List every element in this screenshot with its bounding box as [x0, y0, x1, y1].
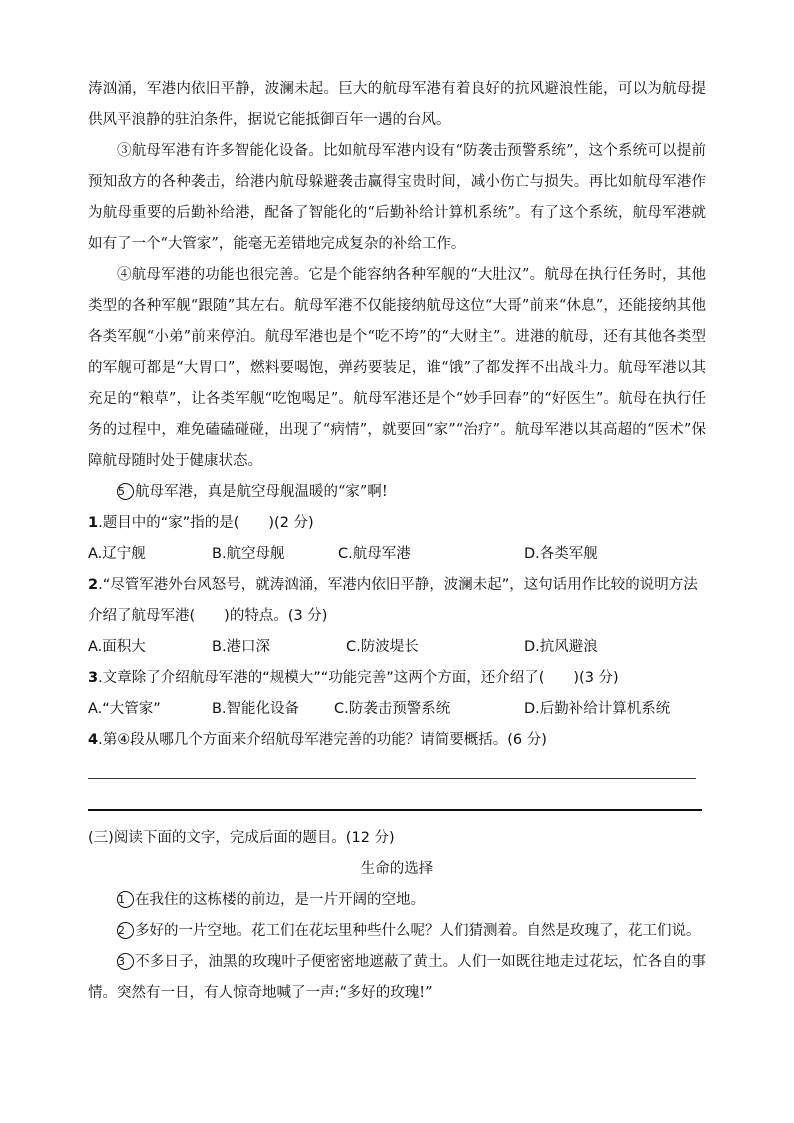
section-three-paragraph-2 — [88, 916, 706, 947]
section-three-heading: (三)阅读下面的文字，完成后面的题目。(12 分) — [88, 830, 395, 846]
section-three-paragraph-1 — [88, 885, 706, 916]
question-3-option-d[interactable]: D.后勤补给计算机系统 — [524, 701, 671, 717]
question-1-number: 1 — [88, 515, 99, 531]
question-2-options — [88, 632, 706, 663]
question-1-option-c[interactable]: C.航母军港 — [338, 546, 411, 562]
question-3-option-b[interactable]: B.智能化设备 — [212, 701, 300, 717]
paragraph-3-text: 不多日子，油黑的玫瑰叶子便密密地遮蔽了黄土。人们一如既往地走过花坛，忙各自的事情。突然有一日，有人惊奇地喊了一声:“多好的玫瑰!” — [88, 954, 706, 1001]
paragraph-2-text: 多好的一片空地。花工们在花坛里种些什么呢？人们猜测着。自然是玫瑰了，花工们说。 — [135, 923, 701, 939]
question-3 — [88, 663, 706, 694]
question-1-text: .题目中的“家”指的是( )(2 分) — [98, 515, 314, 531]
question-1-option-b[interactable]: B.航空母舰 — [212, 546, 285, 562]
question-3-options — [88, 694, 706, 725]
passage-paragraph-2-continuation: 涛汹涌，军港内依旧平静，波澜未起。巨大的航母军港有着良好的抗风避浪性能，可以为航母提供风平浪静的驻泊条件，据说它能抵御百年一遇的台风。 — [88, 81, 706, 128]
passage-paragraph-4: ④航母军港的功能也很完善。它是个能容纳各种军舰的“大肚汉”。航母在执行任务时，其他类型的各种军舰“跟随”其左右。航母军港不仅能接纳航母这位“大哥”前来“休息”，还能接纳其他各类军舰“小弟”前来停泊。航母军港也是个“吃不垮”的“大财主”。进港的航母，还有其他各类型的军舰可都是“大胃口”，燃料要喝饱，弹药要装足，谁“饿”了都发挥不出战斗力。航母军港以其充足的“粮草”，让各类军舰“吃饱喝足”。航母军港还是个“妙手回春”的“好医生”。航母在执行任务的过程中，难免磕磕碰碰，出现了“病情”，就要回“家”“治疗”。航母军港以其高超的“医术”保障航母随时处于健康状态。 — [88, 267, 706, 469]
section-three-paragraph-3 — [88, 947, 706, 1009]
paragraph-number-2: 2 — [117, 922, 134, 939]
question-3-option-c[interactable]: C.防袭击预警系统 — [334, 701, 451, 717]
question-1 — [88, 508, 706, 539]
question-4-text: .第④段从哪几个方面来介绍航母军港完善的功能？请简要概括。(6 分) — [98, 732, 547, 748]
question-4-number: 4 — [88, 732, 99, 748]
passage-title: 生命的选择 — [360, 861, 434, 877]
question-1-option-d[interactable]: D.各类军舰 — [524, 546, 598, 562]
passage-paragraph-3: ③航母军港有许多智能化设备。比如航母军港内设有“防袭击预警系统”，这个系统可以提前预知敌方的各种袭击，给港内航母躲避袭击赢得宝贵时间，减小伤亡与损失。再比如航母军港作为航母重要的后勤补给港，配备了智能化的“后勤补给计算机系统”。有了这个系统，航母军港就如有了一个“大管家”，能毫无差错地完成复杂的补给工作。 — [88, 143, 706, 252]
answer-line-2[interactable] — [88, 809, 702, 811]
answer-line-1[interactable] — [88, 778, 696, 779]
question-2-number: 2 — [88, 577, 99, 593]
passage-paragraph-5 — [88, 477, 706, 508]
question-1-options — [88, 539, 706, 570]
question-3-number: 3 — [88, 670, 99, 686]
paragraph-5-text: 航母军港，真是航空母舰温暖的“家”啊! — [135, 484, 388, 500]
question-3-text: .文章除了介绍航母军港的“规模大”“功能完善”这两个方面，还介绍了( )(3 分) — [98, 670, 619, 686]
question-2-option-d[interactable]: D.抗风避浪 — [524, 639, 598, 655]
question-2-option-a[interactable]: A.面积大 — [88, 639, 146, 655]
question-4 — [88, 725, 706, 756]
paragraph-number-5: 5 — [117, 483, 134, 500]
question-1-option-a[interactable]: A.辽宁舰 — [88, 546, 146, 562]
paragraph-number-1: 1 — [117, 891, 134, 908]
paragraph-1-text: 在我住的这栋楼的前边，是一片开阔的空地。 — [135, 892, 425, 908]
question-2-option-b[interactable]: B.港口深 — [212, 639, 271, 655]
question-2-text: .“尽管军港外台风怒号，就涛汹涌，军港内依旧平静，波澜未起”，这句话用作比较的说明方法介绍了航母军港( )的特点。(3 分) — [88, 577, 698, 624]
question-2-option-c[interactable]: C.防波堤长 — [346, 639, 419, 655]
question-3-option-a[interactable]: A.“大管家” — [88, 701, 161, 717]
paragraph-number-3: 3 — [117, 953, 134, 970]
question-2 — [88, 570, 706, 632]
